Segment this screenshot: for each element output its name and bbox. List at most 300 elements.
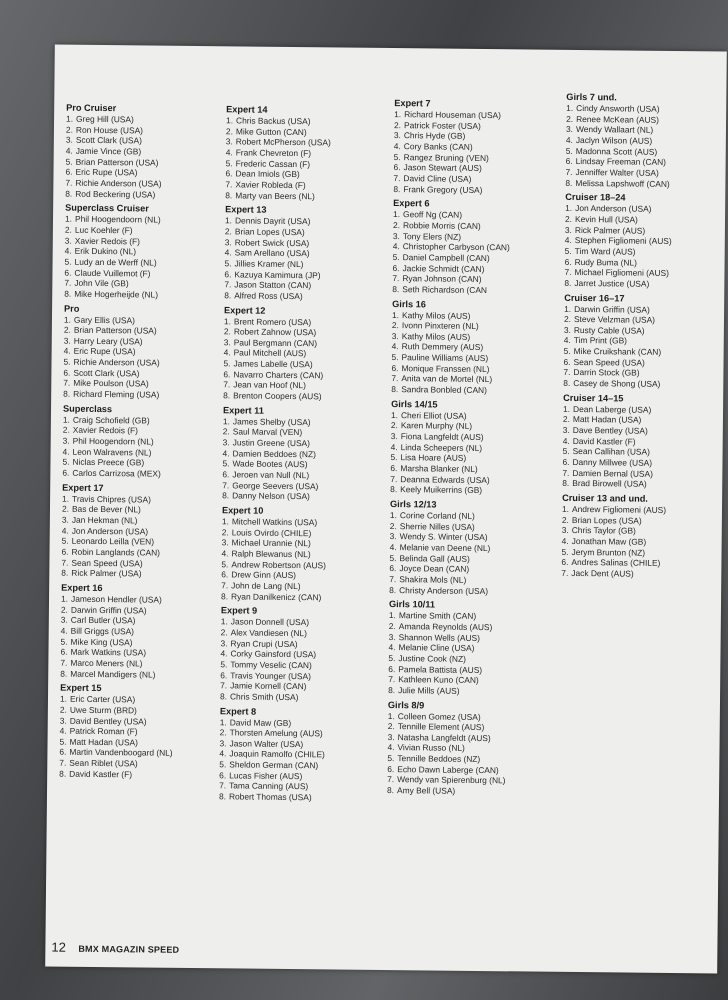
result-entry: 4. David Kastler (F) <box>562 435 636 447</box>
rider-name: Brian Patterson (USA) <box>75 156 159 168</box>
result-entry: 8. Marty van Beers (NL) <box>225 189 315 201</box>
result-entry: 2. Brian Lopes (USA) <box>561 514 642 526</box>
result-entry: 4. Sam Arellano (USA) <box>224 247 310 259</box>
result-entry: 8. Alfred Ross (USA) <box>224 290 303 301</box>
result-entry: 4. Corky Gainsford (USA) <box>220 648 317 660</box>
result-entry: 4. Vivian Russo (NL) <box>387 742 465 754</box>
rider-name: Saul Marval (VEN) <box>232 426 303 438</box>
rider-name: Jenniffer Walter (USA) <box>575 166 659 178</box>
result-entry: 5. Jerym Brunton (NZ) <box>561 546 646 558</box>
rider-name: Brian Patterson (USA) <box>73 324 157 336</box>
result-entry: 1. David Maw (GB) <box>219 716 292 728</box>
rider-name: John Vile (GB) <box>74 277 129 289</box>
rider-name: Chris Smith (USA) <box>229 691 299 702</box>
rider-name: Shannon Wells (AUS) <box>398 631 481 643</box>
rider-name: David Cline (USA) <box>403 173 472 184</box>
result-entry: 3. Michael Urannie (NL) <box>221 537 311 549</box>
result-entry: 7. John Vile (GB) <box>64 277 129 289</box>
rider-name: Ryan Danilkenicz (CAN) <box>231 590 322 602</box>
result-group <box>563 292 728 390</box>
result-entry: 3. Natasha Langfeldt (AUS) <box>387 731 491 743</box>
rider-name: Daniel Campbell (CAN) <box>402 252 490 263</box>
rider-name: Matt Hadan (USA) <box>69 736 139 748</box>
rider-name: David Maw (GB) <box>229 716 292 728</box>
rider-name: Darwin Griffin (USA) <box>574 303 650 315</box>
rider-name: Jason Statton (CAN) <box>234 279 312 291</box>
class-heading: Superclass <box>62 403 113 414</box>
results-column-2 <box>219 104 396 807</box>
result-entry: 1. Brent Romero (USA) <box>223 315 312 327</box>
result-entry: 2. Louis Ovirdo (CHILE) <box>221 526 312 538</box>
result-entry: 3. Kathy Milos (AUS) <box>391 330 471 342</box>
class-heading: Expert 17 <box>62 482 104 493</box>
rider-name: Ron House (USA) <box>75 124 144 136</box>
class-heading: Pro Cruiser <box>66 102 117 114</box>
rider-name: Gary Ellis (USA) <box>73 314 135 325</box>
rider-name: Jackie Schmidt (CAN) <box>402 262 485 274</box>
results-column-3 <box>387 98 564 801</box>
rider-name: Jason Stewart (AUS) <box>403 162 482 174</box>
rider-name: Andres Salinas (CHILE) <box>571 557 661 569</box>
result-entry: 4. Frank Chevreton (F) <box>225 147 312 159</box>
result-entry: 7. Jason Statton (CAN) <box>224 279 312 291</box>
result-group <box>61 482 232 580</box>
result-group <box>565 92 728 190</box>
rider-name: Rick Palmer (AUS) <box>574 224 646 236</box>
result-entry: 8. Christy Anderson (USA) <box>389 584 489 596</box>
rider-name: Fiona Langfeldt (AUS) <box>400 431 484 443</box>
result-entry: 3. Robert McPherson (USA) <box>225 136 331 148</box>
result-entry: 5. Tim Ward (AUS) <box>564 245 636 257</box>
rider-name: Erik Dukino (NL) <box>74 245 137 257</box>
rider-name: Tennille Element (AUS) <box>397 721 485 733</box>
result-group <box>59 683 230 781</box>
result-entry: 5. Richie Anderson (USA) <box>63 356 160 368</box>
result-entry: 6. Rudy Buma (NL) <box>564 256 638 268</box>
class-heading: Cruiser 14–15 <box>563 392 624 404</box>
result-entry: 7. Shakira Mols (NL) <box>389 573 467 585</box>
rider-name: Brenton Coopers (AUS) <box>233 390 322 402</box>
result-group <box>562 393 728 491</box>
class-heading: Girls 12/13 <box>389 499 437 510</box>
rider-name: Bas de Bever (NL) <box>71 504 141 515</box>
result-entry: 3. Wendy S. Winter (USA) <box>389 531 488 543</box>
rider-name: Scott Clark (USA) <box>75 135 142 146</box>
rider-name: Xavier Redois (F) <box>74 235 141 246</box>
rider-name: Patrick Foster (USA) <box>403 119 481 131</box>
result-entry: 6. Eric Rupe (USA) <box>65 166 138 178</box>
rider-name: Keely Muikerrins (GB) <box>400 484 483 496</box>
result-entry: 7. Michael Figliomeni (AUS) <box>564 267 670 279</box>
class-heading: Pro <box>64 303 80 314</box>
rider-name: Patrick Roman (F) <box>69 725 138 737</box>
rider-name: Marcel Mandigers (NL) <box>70 668 156 680</box>
rider-name: David Bentley (USA) <box>69 715 147 727</box>
result-entry: 4. Cory Banks (CAN) <box>393 141 473 152</box>
result-entry: 8. Seth Richardson (CAN <box>392 283 488 295</box>
rider-name: Sherrie Nilles (USA) <box>399 520 475 532</box>
rider-name: Tim Print (GB) <box>573 335 628 346</box>
result-entry: 7. Richie Anderson (USA) <box>65 177 162 189</box>
result-entry: 3. Wendy Wallaart (NL) <box>565 124 654 136</box>
result-entry: 5. Matt Hadan (USA) <box>59 736 139 748</box>
result-entry: 7. Tama Canning (AUS) <box>219 780 309 792</box>
rider-name: Uwe Sturm (BRD) <box>69 704 137 716</box>
rider-name: Melissa Lapshwoff (CAN) <box>575 177 670 189</box>
class-heading: Girls 14/15 <box>391 398 438 410</box>
result-entry: 2. Robert Zahnow (USA) <box>223 326 317 338</box>
result-entry: 8. Mike Hogerheijde (NL) <box>64 288 159 300</box>
result-entry: 8. Marcel Mandigers (NL) <box>60 668 156 680</box>
rider-name: Jameson Hendler (USA) <box>70 593 162 605</box>
result-entry: 8. Brad Birowell (USA) <box>562 478 647 490</box>
class-heading: Cruiser 13 and und. <box>562 492 648 504</box>
rider-name: Kathleen Kuno (CAN) <box>398 674 479 686</box>
rider-name: Sean Speed (USA) <box>71 557 143 569</box>
rider-name: Lisa Hoare (AUS) <box>400 452 467 464</box>
rider-name: Amy Bell (USA) <box>397 785 456 796</box>
rider-name: Leonardo Leilla (VEN) <box>71 536 155 547</box>
rider-name: Richie Anderson (USA) <box>73 356 160 368</box>
result-entry: 2. Karen Murphy (NL) <box>390 420 473 432</box>
result-entry: 1. Chris Backus (USA) <box>226 115 311 127</box>
result-entry: 3. Jason Walter (USA) <box>219 738 304 749</box>
result-entry: 7. Darrin Stock (GB) <box>563 367 640 379</box>
result-entry: 8. Ryan Danilkenicz (CAN) <box>221 590 322 602</box>
result-entry: 2. Kevin Hull (USA) <box>564 213 638 225</box>
result-entry: 1. Geoff Ng (CAN) <box>393 209 463 221</box>
result-entry: 2. Ron House (USA) <box>65 124 144 136</box>
result-entry: 7. Mike Poulson (USA) <box>63 378 149 389</box>
rider-name: Echo Dawn Laberge (CAN) <box>397 763 499 775</box>
result-entry: 1. Dennis Dayrit (USA) <box>224 215 311 227</box>
result-entry: 8. Frank Gregory (USA) <box>393 183 483 195</box>
rider-name: Jack Dent (AUS) <box>571 567 634 579</box>
result-entry: 5. Mike Cruikshank (CAN) <box>563 345 662 357</box>
result-entry: 3. Justin Greene (USA) <box>222 437 311 449</box>
result-group <box>390 399 561 497</box>
page-footer <box>51 940 179 956</box>
result-entry: 6. Jackie Schmidt (CAN) <box>392 262 485 274</box>
result-entry: 5. Mike King (USA) <box>60 636 133 647</box>
result-entry: 1. Cheri Elliot (USA) <box>390 409 467 421</box>
rider-name: Pauline Williams (AUS) <box>401 352 489 364</box>
rider-name: Ralph Blewanus (NL) <box>231 548 311 560</box>
rider-name: Jason Donnell (USA) <box>230 616 310 628</box>
rider-name: Damien Beddoes (NZ) <box>232 448 316 459</box>
rider-name: Bill Griggs (USA) <box>70 625 135 637</box>
rider-name: Mike Hogerheijde (NL) <box>74 288 159 300</box>
rider-name: Mark Watkins (USA) <box>70 646 147 658</box>
result-entry: 7. John de Lang (NL) <box>221 580 301 592</box>
rider-name: Dean Laberge (USA) <box>573 403 652 415</box>
result-entry: 6. Lindsay Freeman (CAN) <box>565 156 666 168</box>
result-entry: 8. Melissa Lapshwoff (CAN) <box>565 177 670 189</box>
result-entry: 2. Robbie Morris (CAN) <box>392 219 481 231</box>
result-entry: 5. Leonardo Leilla (VEN) <box>61 535 155 547</box>
result-entry: 8. David Kastler (F) <box>59 768 133 780</box>
result-entry: 2. Patrick Foster (USA) <box>393 119 481 131</box>
rider-name: Justine Cook (NZ) <box>398 653 466 664</box>
result-entry: 5. Justine Cook (NZ) <box>388 652 466 664</box>
rider-name: Tony Elers (NZ) <box>402 230 462 242</box>
rider-name: James Shelby (USA) <box>232 416 311 427</box>
result-entry: 3. Jan Hekman (NL) <box>61 514 138 526</box>
result-entry: 7. Sean Riblet (USA) <box>59 757 138 769</box>
rider-name: Anita van de Mortel (NL) <box>401 373 493 385</box>
result-entry: 4. Tim Print (GB) <box>563 335 628 346</box>
result-entry: 1. Martine Smith (CAN) <box>388 610 477 622</box>
result-entry: 5. Belinda Gall (AUS) <box>389 552 470 564</box>
rider-name: Robert Swick (USA) <box>234 236 310 248</box>
rider-name: Martin Vandenboogard (NL) <box>69 747 173 759</box>
rider-name: Chris Hyde (GB) <box>403 130 466 142</box>
result-entry: 6. Lucas Fisher (AUS) <box>219 770 303 781</box>
result-entry: 4. Eric Rupe (USA) <box>63 346 136 357</box>
rider-name: Ludy an de Werff (NL) <box>74 256 157 268</box>
result-entry: 4. Linda Scheepers (NL) <box>390 441 483 453</box>
result-entry: 6. Andres Salinas (CHILE) <box>561 557 661 569</box>
result-entry: 1. Travis Chipres (USA) <box>62 493 151 505</box>
rider-name: Melanie Cline (USA) <box>398 642 475 654</box>
result-entry: 1. Jason Donnell (USA) <box>220 616 310 628</box>
result-entry: 1. Gary Ellis (USA) <box>63 314 135 325</box>
rider-name: Wendy van Spierenburg (NL) <box>397 774 506 786</box>
result-entry: 4. Leon Walravens (NL) <box>62 446 152 458</box>
rider-name: Andrew Robertson (AUS) <box>231 559 326 570</box>
result-entry: 3. Fiona Langfeldt (AUS) <box>390 431 484 443</box>
result-entry: 5. Lisa Hoare (AUS) <box>390 452 467 464</box>
result-entry: 7. Ryan Johnson (CAN) <box>392 273 482 285</box>
rider-name: Kathy Milos (AUS) <box>401 309 471 321</box>
result-entry: 5. Madonna Scott (AUS) <box>565 145 658 157</box>
rider-name: Kevin Hull (USA) <box>574 213 638 225</box>
rider-name: Monique Franssen (NL) <box>401 362 490 374</box>
result-entry: 3. David Bentley (USA) <box>59 715 147 727</box>
result-entry: 7. Marco Meners (NL) <box>60 657 143 669</box>
rider-name: Sheldon German (CAN) <box>229 759 319 771</box>
rider-name: Paul Bergmann (CAN) <box>233 337 318 349</box>
rider-name: Tennille Beddoes (NZ) <box>397 753 481 765</box>
rider-name: Robin Langlands (CAN) <box>71 546 161 558</box>
rider-name: Craig Schofield (GB) <box>72 414 150 426</box>
result-entry: 7. Jack Dent (AUS) <box>561 567 634 579</box>
result-entry: 4. Jamie Vince (GB) <box>65 145 142 157</box>
rider-name: Pamela Battista (AUS) <box>398 663 483 675</box>
rider-name: Claude Vuillemot (F) <box>74 267 151 279</box>
result-entry: 7. Sean Speed (USA) <box>61 557 143 569</box>
rider-name: Wendy S. Winter (USA) <box>399 531 488 543</box>
rider-name: Ruth Demmery (AUS) <box>401 341 484 353</box>
rider-name: Belinda Gall (AUS) <box>399 552 470 564</box>
class-heading: Expert 6 <box>393 198 430 209</box>
result-entry: 5. Tommy Veselic (CAN) <box>220 659 312 671</box>
rider-name: Richard Houseman (USA) <box>404 109 501 121</box>
rider-name: Greg Hill (USA) <box>76 113 134 125</box>
result-entry: 7. Jean van Hoof (NL) <box>223 379 306 391</box>
rider-name: David Kastler (F) <box>572 435 636 447</box>
class-heading: Expert 12 <box>224 304 266 316</box>
rider-name: Christy Anderson (USA) <box>399 584 489 596</box>
rider-name: Renee McKean (AUS) <box>576 113 660 125</box>
rider-name: Brian Lopes (USA) <box>571 514 642 526</box>
rider-name: John de Lang (NL) <box>231 580 301 592</box>
result-entry: 1. Kathy Milos (AUS) <box>391 309 471 321</box>
class-heading: Expert 13 <box>225 204 267 215</box>
rider-name: Kathy Milos (AUS) <box>401 330 471 342</box>
result-group <box>65 103 236 201</box>
rider-name: Eric Rupe (USA) <box>73 346 136 357</box>
result-entry: 7. Damien Bernal (USA) <box>562 467 653 479</box>
rider-name: Matt Hadan (USA) <box>572 414 642 426</box>
rider-name: Marco Meners (NL) <box>70 657 143 669</box>
rider-name: Jonathan Maw (GB) <box>571 535 647 547</box>
rider-name: Mike Poulson (USA) <box>73 378 149 389</box>
result-group <box>220 606 391 704</box>
rider-name: Dennis Dayrit (USA) <box>234 215 311 227</box>
rider-name: Tim Ward (AUS) <box>574 245 636 257</box>
result-entry: 1. Jameson Hendler (USA) <box>60 593 162 605</box>
result-entry: 2. Amanda Reynolds (AUS) <box>388 620 493 633</box>
result-entry: 1. Dean Laberge (USA) <box>563 403 652 415</box>
rider-name: Justin Greene (USA) <box>232 437 311 449</box>
rider-name: Rusty Cable (USA) <box>573 324 645 336</box>
result-entry: 7. Wendy van Spierenburg (NL) <box>387 774 506 786</box>
result-entry: 1. Darwin Griffin (USA) <box>564 303 650 315</box>
result-group <box>561 493 728 580</box>
rider-name: Jeroen van Null (NL) <box>232 469 310 481</box>
rider-name: Darwin Griffin (USA) <box>70 604 147 616</box>
rider-name: Mitchell Watkins (USA) <box>231 516 318 528</box>
result-group <box>221 505 392 603</box>
rider-name: Louis Ovirdo (CHILE) <box>231 527 312 538</box>
result-entry: 7. Anita van de Mortel (NL) <box>391 373 493 385</box>
result-entry: 1. Greg Hill (USA) <box>66 113 134 125</box>
result-entry: 6. Martin Vandenboogard (NL) <box>59 747 173 759</box>
rider-name: Michael Figliomeni (AUS) <box>574 267 670 279</box>
rider-name: Cheri Elliot (USA) <box>400 409 467 421</box>
class-heading: Expert 8 <box>219 705 257 717</box>
rider-name: Stephen Figliomeni (AUS) <box>574 235 672 247</box>
result-entry: 1. Eric Carter (USA) <box>59 693 136 705</box>
rider-name: Sean Speed (USA) <box>573 356 645 368</box>
magazine-title: BMX MAGAZIN SPEED <box>78 943 180 955</box>
rider-name: Jillies Kramer (NL) <box>234 258 304 269</box>
rider-name: Robbie Morris (CAN) <box>402 220 481 231</box>
rider-name: Sean Riblet (USA) <box>69 757 138 769</box>
result-entry: 5. Tennille Beddoes (NZ) <box>387 753 481 765</box>
rider-name: Navarro Charters (CAN) <box>233 369 324 381</box>
result-group <box>389 499 560 597</box>
result-entry: 1. Mitchell Watkins (USA) <box>221 516 318 528</box>
result-entry: 3. Chris Hyde (GB) <box>393 130 466 142</box>
rider-name: Dave Bentley (USA) <box>572 425 648 436</box>
rider-name: Frank Chevreton (F) <box>235 147 312 159</box>
results-column-4 <box>561 92 728 584</box>
rider-name: Steve Velzman (USA) <box>573 314 656 325</box>
class-heading: Superclass Cruiser <box>65 202 149 214</box>
result-entry: 8. Casey de Shong (USA) <box>563 377 661 389</box>
rider-name: Robert Zahnow (USA) <box>233 326 317 338</box>
result-entry: 7. George Seevers (USA) <box>222 479 319 491</box>
rider-name: Corky Gainsford (USA) <box>230 648 317 660</box>
rider-name: Sandra Bonbled (CAN) <box>401 384 487 396</box>
result-entry: 5. Andrew Robertson (AUS) <box>221 558 326 570</box>
rider-name: Carl Butler (USA) <box>70 614 136 626</box>
rider-name: Andrew Figliomeni (AUS) <box>571 503 667 515</box>
rider-name: Mike Gutton (CAN) <box>235 126 307 137</box>
class-heading: Expert 9 <box>220 605 258 616</box>
result-entry: 2. Matt Hadan (USA) <box>562 414 642 426</box>
rider-name: Deanna Edwards (USA) <box>400 473 490 485</box>
rider-name: Brad Birowell (USA) <box>572 478 647 490</box>
result-group <box>388 599 559 697</box>
result-entry: 6. Monique Franssen (NL) <box>391 362 490 374</box>
rider-name: Jamie Kornell (CAN) <box>230 680 307 692</box>
page-number: 12 <box>51 939 66 955</box>
rider-name: Colleen Gomez (USA) <box>397 710 481 722</box>
result-entry: 4. Stephen Figliomeni (AUS) <box>564 235 672 247</box>
result-entry: 2. Saul Marval (VEN) <box>222 426 303 438</box>
result-entry: 3. Dave Bentley (USA) <box>562 424 648 436</box>
rider-name: Sean Callihan (USA) <box>572 446 650 458</box>
rider-name: Richie Anderson (USA) <box>75 177 162 189</box>
class-heading: Expert 7 <box>394 98 431 109</box>
result-entry: 8. Richard Fleming (USA) <box>63 388 160 400</box>
rider-name: Scott Clark (USA) <box>73 367 140 379</box>
result-entry: 8. Rod Beckering (USA) <box>65 188 156 200</box>
rider-name: Jean van Hoof (NL) <box>233 379 306 391</box>
rider-name: Damien Bernal (USA) <box>572 467 653 479</box>
results-column-1 <box>59 103 236 785</box>
result-entry: 1. Richard Houseman (USA) <box>394 109 501 121</box>
result-entry: 6. Scott Clark (USA) <box>63 367 140 379</box>
rider-name: Shakira Mols (NL) <box>399 574 467 585</box>
rider-name: Joyce Dean (CAN) <box>399 563 470 575</box>
result-group <box>564 192 728 290</box>
result-entry: 7. David Cline (USA) <box>393 172 472 184</box>
rider-name: Chris Taylor (GB) <box>571 525 636 536</box>
rider-name: Jan Hekman (NL) <box>71 514 138 526</box>
rider-name: Jon Anderson (USA) <box>575 203 652 215</box>
rider-name: Alex Vandiesen (NL) <box>230 627 307 639</box>
rider-name: Eric Carter (USA) <box>69 693 136 705</box>
result-group <box>224 205 395 303</box>
result-entry: 2. Tennille Element (AUS) <box>387 721 485 733</box>
rider-name: George Seevers (USA) <box>232 480 319 491</box>
rider-name: Kazuya Kamimura (JP) <box>234 268 321 280</box>
rider-name: Marsha Blanker (NL) <box>400 463 478 474</box>
result-entry: 2. Darwin Griffin (USA) <box>60 604 147 616</box>
rider-name: Frank Gregory (USA) <box>403 183 483 195</box>
rider-name: Martine Smith (CAN) <box>398 610 477 622</box>
rider-name: Mike King (USA) <box>70 636 133 647</box>
result-entry: 1. Andrew Figliomeni (AUS) <box>561 503 667 515</box>
rider-name: Cory Banks (CAN) <box>403 141 473 152</box>
result-entry: 2. Uwe Sturm (BRD) <box>59 704 137 716</box>
result-group <box>63 303 234 401</box>
rider-name: Luc Koehler (F) <box>74 224 133 236</box>
result-entry: 8. Robert Thomas (USA) <box>218 791 312 803</box>
result-entry: 4. Ralph Blewanus (NL) <box>221 548 311 560</box>
result-entry: 4. Melanie van Deene (NL) <box>389 542 491 554</box>
result-entry: 6. Drew Ginn (AUS) <box>221 569 297 581</box>
rider-name: Jon Anderson (USA) <box>71 525 149 537</box>
rider-name: Frederic Cassan (F) <box>235 158 311 169</box>
rider-name: Travis Chipres (USA) <box>72 493 151 505</box>
result-entry: 8. Keely Muikerrins (GB) <box>390 484 483 496</box>
rider-name: Ryan Johnson (CAN) <box>402 273 482 285</box>
